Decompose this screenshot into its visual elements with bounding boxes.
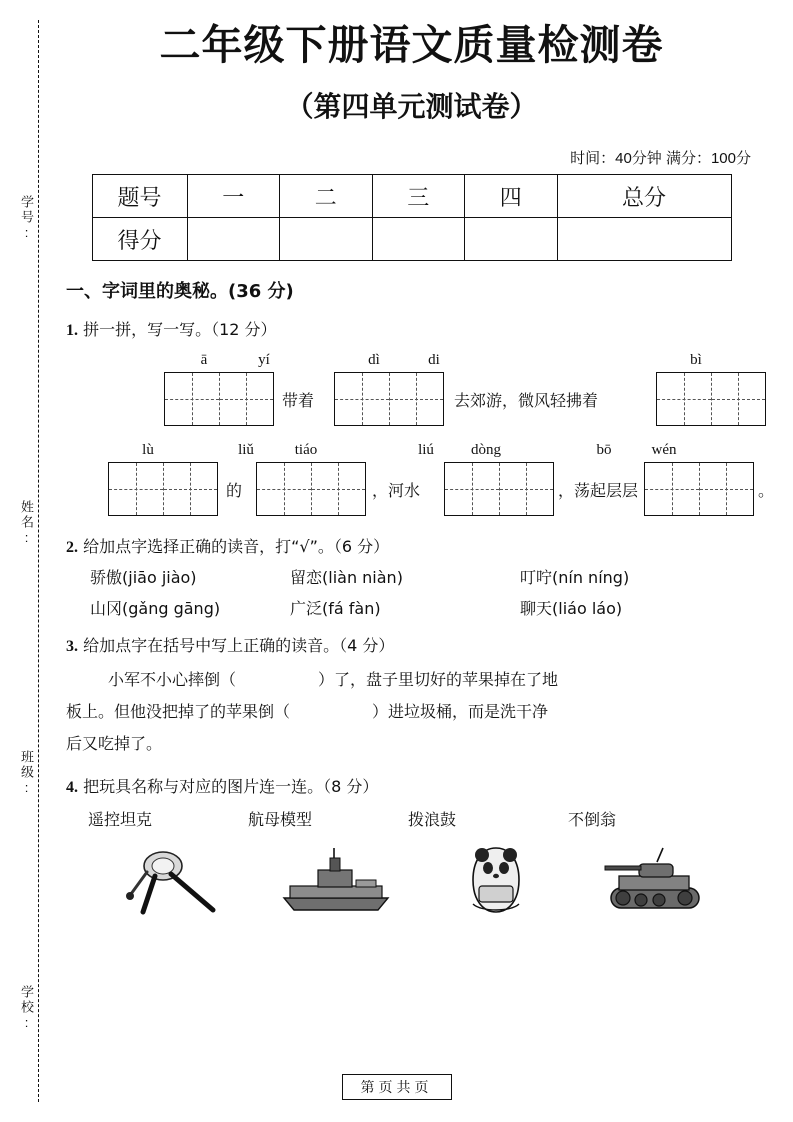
pinyin-di1: dì <box>368 352 380 369</box>
tianzige-cell[interactable] <box>700 463 754 515</box>
score-cell-total[interactable] <box>557 218 731 261</box>
score-table-row-label: 得分 <box>92 218 187 261</box>
q1-text-jiaoyou: 去郊游，微风轻拂着 <box>454 391 599 411</box>
page-title: 二年级下册语文质量检测卷 <box>159 21 664 69</box>
q1-text-heshui: ，河水 <box>372 481 421 501</box>
pinyin-a: ā <box>200 352 208 369</box>
aircraft-carrier-icon <box>276 844 396 916</box>
choice-jiaoao[interactable]: 骄傲(jiāo jiào) <box>90 568 197 588</box>
q3-text-d: ）进垃圾桶，而是洗干净 <box>372 702 549 722</box>
question-1-number: 1. <box>66 322 78 340</box>
section-title-1: 一、字词里的奥秘。(36 分) <box>66 281 294 303</box>
q3-text-a: 小军不小心摔倒（ <box>108 670 237 690</box>
tianzige-cell[interactable] <box>220 373 274 425</box>
question-1-text: 拼一拼，写一写。（12 分） <box>83 320 277 340</box>
tianzige-cell[interactable] <box>445 463 500 515</box>
pinyin-yi: yí <box>258 352 270 369</box>
q3-text-b: ）了，盘子里切好的苹果掉在了地 <box>318 670 559 690</box>
score-table <box>92 174 732 261</box>
question-2-choices <box>66 565 757 619</box>
question-4-number: 4. <box>66 779 78 797</box>
question-4-text: 把玩具名称与对应的图片连一连。（8 分） <box>83 777 379 797</box>
tianzige-cell[interactable] <box>165 373 220 425</box>
tianzige-box-7[interactable] <box>644 462 754 516</box>
question-4-heading <box>66 774 757 797</box>
page-footer <box>0 1074 793 1100</box>
tianzige-cell[interactable] <box>712 373 766 425</box>
side-label-class: 班级: <box>19 750 34 797</box>
question-2-text: 给加点字选择正确的读音，打“√”。（6 分） <box>83 537 390 557</box>
pinyin-liu2: liú <box>418 442 434 459</box>
tianzige-box-3[interactable] <box>656 372 766 426</box>
pinyin-wen: wén <box>651 442 677 459</box>
question-4-pictures <box>66 842 757 916</box>
table-row <box>92 175 731 218</box>
tianzige-cell[interactable] <box>257 463 312 515</box>
question-3-heading <box>66 633 757 656</box>
q1-line2-pinyin-row <box>66 442 757 462</box>
drum-rattle-photo[interactable] <box>96 842 256 916</box>
score-table-header-label: 题号 <box>92 175 187 218</box>
rc-tank-icon <box>597 844 715 916</box>
table-row <box>92 218 731 261</box>
score-cell-2[interactable] <box>280 218 373 261</box>
score-cell-3[interactable] <box>372 218 465 261</box>
binding-dashed-line <box>38 20 39 1102</box>
pinyin-bo: bō <box>596 442 612 459</box>
toy-name-drum-rattle[interactable]: 拨浪鼓 <box>408 810 457 830</box>
q3-text-c: 板上。但他没把掉了的苹果倒（ <box>66 702 291 722</box>
content-area <box>66 21 775 916</box>
toy-name-carrier-model[interactable]: 航母模型 <box>248 810 313 830</box>
pinyin-bi: bì <box>690 352 702 369</box>
tianzige-box-4[interactable] <box>108 462 218 516</box>
choice-shangang[interactable]: 山冈(gǎng gāng) <box>90 599 221 619</box>
score-table-header-3: 三 <box>372 175 465 218</box>
panda-tumbler-photo[interactable] <box>416 842 576 916</box>
tianzige-cell[interactable] <box>500 463 554 515</box>
question-3-text: 给加点字在括号中写上正确的读音。（4 分） <box>83 636 395 656</box>
panda-tumbler-icon <box>451 842 541 916</box>
question-2-heading <box>66 534 757 557</box>
score-table-header-2: 二 <box>280 175 373 218</box>
pinyin-dong: dòng <box>471 442 501 459</box>
page-subtitle: （第四单元测试卷） <box>285 90 538 124</box>
toy-name-rc-tank[interactable]: 遥控坦克 <box>88 810 153 830</box>
toy-name-tumbler[interactable]: 不倒翁 <box>568 810 617 830</box>
rc-tank-photo[interactable] <box>576 842 736 916</box>
q1-text-de: 的 <box>226 481 243 501</box>
score-cell-4[interactable] <box>465 218 558 261</box>
pinyin-lu: lù <box>142 442 154 459</box>
q1-text-daizhe: 带着 <box>282 391 315 411</box>
tianzige-cell[interactable] <box>390 373 444 425</box>
choice-liulian[interactable]: 留恋(liàn niàn) <box>290 568 403 588</box>
side-label-name: 姓名: <box>19 500 34 547</box>
tianzige-cell[interactable] <box>657 373 712 425</box>
score-table-header-4: 四 <box>465 175 558 218</box>
choice-row-2 <box>66 596 757 619</box>
choice-guangfan[interactable]: 广泛(fá fàn) <box>290 599 381 619</box>
question-3-body <box>66 664 757 760</box>
tianzige-box-2[interactable] <box>334 372 444 426</box>
aircraft-carrier-model-photo[interactable] <box>256 842 416 916</box>
question-1-heading <box>66 317 757 340</box>
q1-line2-grid-row <box>66 462 775 520</box>
score-cell-1[interactable] <box>187 218 280 261</box>
q1-line1-pinyin-row <box>66 352 757 372</box>
page-number-label: 第页共页 <box>342 1074 452 1100</box>
exam-meta: 时间：40分钟 满分：100分 <box>570 150 751 168</box>
choice-liaotian[interactable]: 聊天(liáo láo) <box>520 599 623 619</box>
question-3-number: 3. <box>66 638 78 656</box>
q1-text-dangqi: ，荡起层层 <box>558 481 639 501</box>
question-4-toy-names <box>66 807 757 830</box>
score-table-header-1: 一 <box>187 175 280 218</box>
tianzige-cell[interactable] <box>164 463 218 515</box>
tianzige-box-6[interactable] <box>444 462 554 516</box>
choice-dingning[interactable]: 叮咛(nín níng) <box>520 568 630 588</box>
question-2-number: 2. <box>66 539 78 557</box>
tianzige-box-1[interactable] <box>164 372 274 426</box>
pinyin-tiao: tiáo <box>294 442 318 459</box>
tianzige-cell[interactable] <box>335 373 390 425</box>
pinyin-liu: liǔ <box>238 442 254 459</box>
side-label-student-id: 学号: <box>19 195 34 242</box>
q1-line1-grid-row <box>66 372 757 430</box>
tianzige-cell[interactable] <box>312 463 366 515</box>
side-label-school: 学校: <box>19 985 34 1032</box>
tianzige-cell[interactable] <box>109 463 164 515</box>
q1-text-period: 。 <box>758 481 775 501</box>
score-table-header-total: 总分 <box>557 175 731 218</box>
tianzige-cell[interactable] <box>645 463 700 515</box>
choice-row-1 <box>66 565 757 588</box>
drum-rattle-icon <box>121 844 231 916</box>
tianzige-box-5[interactable] <box>256 462 366 516</box>
q3-text-e: 后又吃掉了。 <box>66 734 163 754</box>
pinyin-di2: di <box>428 352 440 369</box>
